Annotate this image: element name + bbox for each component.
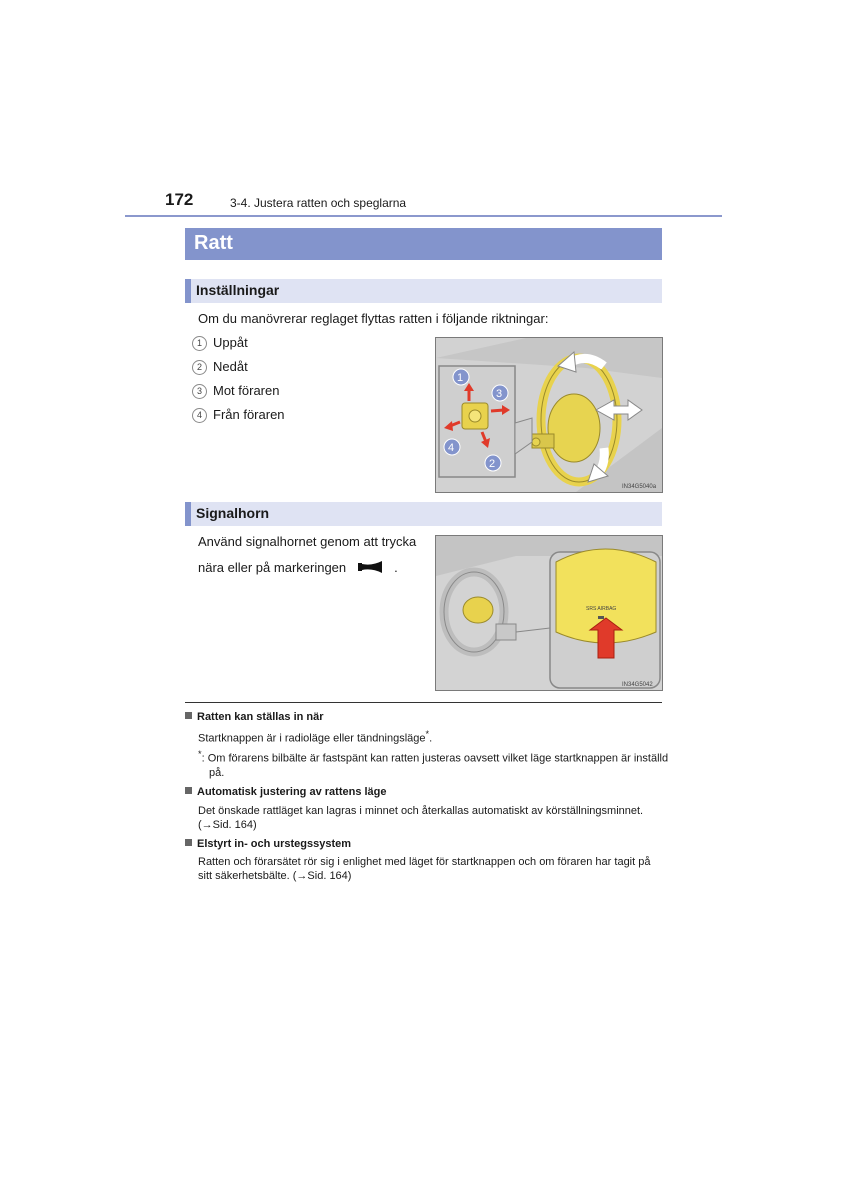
horn-heading-bar (185, 502, 662, 526)
number-badge: 4 (192, 408, 207, 423)
number-badge: 3 (192, 384, 207, 399)
note-body: Ratten och förarsätet rör sig i enlighet med läget för startknappen och om föraren har tagit på sitt säkerhetsbälte. (→Sid. 164) (198, 856, 651, 882)
page-number: 172 (165, 190, 194, 209)
list-item-label: Mot föraren (213, 383, 280, 398)
list-item-label: Från föraren (213, 407, 285, 422)
horn-text-line2-row (198, 560, 398, 577)
horn-figure (435, 535, 663, 691)
section-label: 3-4. Justera ratten och speglarna (230, 196, 407, 210)
bullet-square-icon (185, 712, 192, 719)
title-bar (185, 228, 662, 260)
list-item-label: Nedåt (213, 359, 248, 374)
list-item (192, 359, 248, 377)
steering-adjust-figure (435, 337, 663, 493)
svg-text:4: 4 (448, 442, 455, 454)
horn-heading: Signalhorn (196, 505, 270, 521)
note-body: Startknappen är i radioläge eller tändningsläge*. (198, 729, 433, 745)
horn-text-end: . (394, 560, 398, 575)
number-badge: 2 (192, 360, 207, 375)
bullet-square-icon (185, 787, 192, 794)
figure-code: IN34G5042 (622, 682, 653, 688)
horn-icon (356, 560, 384, 577)
svg-text:1: 1 (457, 372, 464, 384)
figure-code: IN34G5040a (622, 484, 657, 490)
list-item (192, 383, 279, 401)
page-title: Ratt (194, 232, 233, 254)
bullet-square-icon (185, 839, 192, 846)
airbag-label: SRS AIRBAG (586, 606, 617, 612)
settings-intro: Om du manövrerar reglaget flyttas ratten i följande riktningar: (198, 311, 549, 326)
list-item (192, 407, 285, 425)
note-body: Det önskade rattläget kan lagras i minnet och återkallas automatiskt av körställningsminnet. (→Sid. 164) (198, 805, 644, 831)
notes-divider (185, 702, 662, 703)
note-heading: Ratten kan ställas in när (185, 711, 324, 723)
note-heading: Automatisk justering av rattens läge (185, 786, 387, 798)
footnote: *: Om förarens bilbälte är fastspänt kan ratten justeras oavsett vilket läge startknappen är inställd på. (198, 749, 669, 779)
list-item-label: Uppåt (213, 335, 248, 350)
svg-text:2: 2 (489, 458, 496, 470)
list-item (192, 335, 248, 353)
settings-heading: Inställningar (196, 282, 280, 298)
horn-text-line2: nära eller på markeringen (198, 560, 347, 575)
note-heading: Elstyrt in- och urstegssystem (185, 838, 351, 850)
number-badge: 1 (192, 336, 207, 351)
footnote-mark: * (198, 749, 202, 759)
header-rule (125, 215, 722, 217)
settings-heading-bar (185, 279, 662, 303)
svg-text:3: 3 (496, 388, 503, 400)
horn-text-line1: Använd signalhornet genom att trycka (198, 534, 417, 549)
asterisk: * (425, 729, 430, 739)
